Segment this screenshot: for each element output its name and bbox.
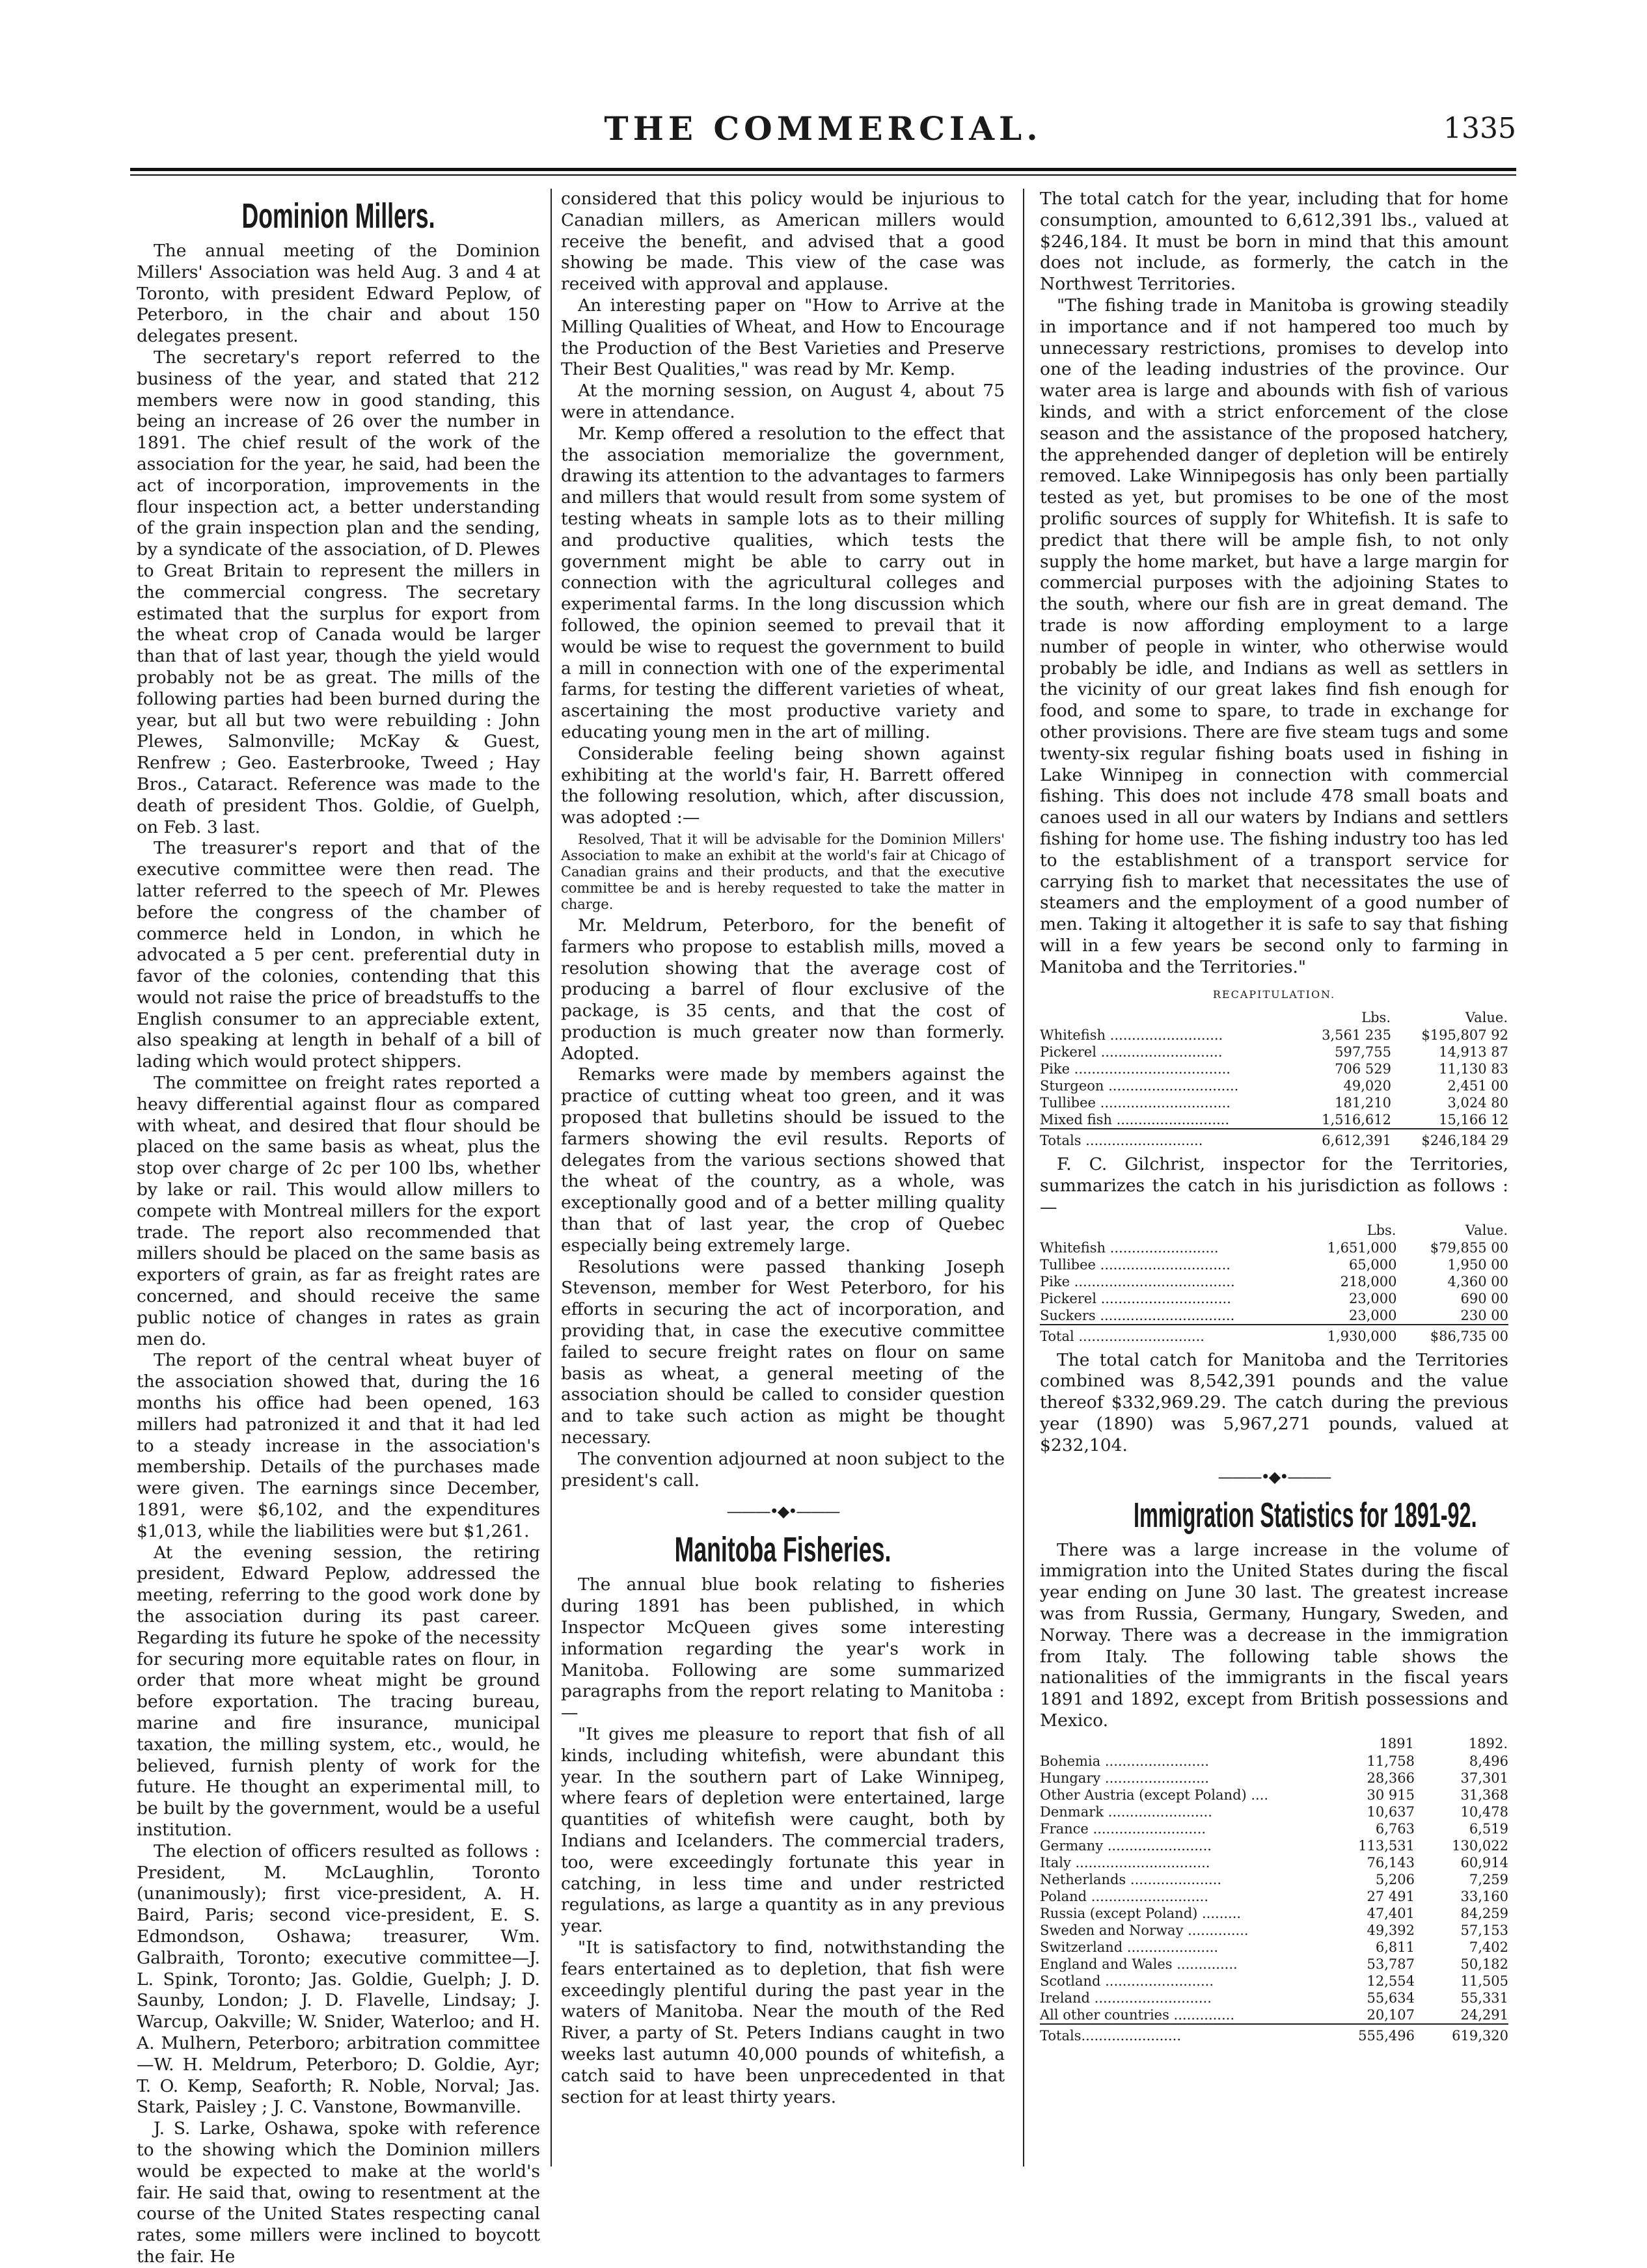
table-header-row	[1040, 1008, 1508, 1027]
table-total-row	[1040, 1129, 1508, 1149]
table-row	[1040, 1060, 1508, 1077]
column-header: Lbs.	[1367, 1222, 1396, 1238]
table-cell: 11,130 83	[1439, 1061, 1508, 1077]
table-row	[1040, 1854, 1508, 1871]
paragraph: "It is satisfactory to find, notwithstanding the fears entertained as to depletion, that fish were exceedingly plentiful during the past year in the waters of Manitoba. Near the mouth of the Red River, a party of St. Peters Indians caught in two weeks last autumn 40,000 pounds of whitefish, a catch said to have been unprecedented in that section for at least thirty years.	[561, 1937, 1005, 2107]
table-cell: 53,787	[1367, 1956, 1415, 1972]
paragraph: The treasurer's report and that of the executive committee were then read. The latter referred to the speech of Mr. Plewes before the congress of the chamber of commerce held in London, in which he advocated a 5 per cent. preferential duty in favor of the colonies, contending that this would not raise the price of breadstuffs to the English consumer to an appreciable extent, also speaking at length in behalf of a bill of lading which would protect shippers.	[137, 838, 540, 1072]
table-row	[1040, 1256, 1508, 1273]
column-rule	[1023, 189, 1024, 2167]
table-row	[1040, 1307, 1508, 1325]
table-cell: 84,259	[1460, 1905, 1508, 1921]
table-cell: Switzerland .....................	[1040, 1939, 1219, 1955]
table-total-row	[1040, 2024, 1508, 2044]
table-cell: Other Austria (except Poland) ....	[1040, 1787, 1269, 1803]
table-cell: Tullibee ..............................	[1040, 1256, 1231, 1273]
paragraph: The committee on freight rates reported a heavy differential against flour as compared with wheat, and desired that flour should be placed on the same basis as wheat, plus the stop over charge of 2c per 100 lbs, whether by lake or rail. This would allow millers to compete with Montreal millers for the export trade. The report also recommended that millers should be placed on the same basis as exporters of grain, as far as freight rates are concerned, and should receive the same public notice of changes in rates as grain men do.	[137, 1073, 540, 1349]
section-divider: ———•◆•———	[1218, 1467, 1331, 1486]
column-header: 1891	[1379, 1735, 1414, 1751]
table-cell: Whitefish ..........................	[1040, 1027, 1223, 1044]
table-cell: 11,758	[1367, 1753, 1415, 1769]
table-cell: 218,000	[1340, 1273, 1397, 1289]
table-cell: 5,206	[1375, 1871, 1415, 1887]
table-cell: 50,182	[1460, 1956, 1508, 1972]
table-row	[1040, 2006, 1508, 2024]
table-cell: 14,913 87	[1439, 1044, 1508, 1060]
table-cell: $79,855 00	[1430, 1239, 1508, 1256]
table-cell: 3,561 235	[1322, 1027, 1391, 1044]
table-row	[1040, 1111, 1508, 1129]
table-row	[1040, 1753, 1508, 1770]
table-caption: RECAPITULATION.	[1212, 988, 1336, 1001]
table-cell: Totals ...........................	[1040, 1129, 1298, 1149]
table-cell: 55,634	[1367, 1990, 1415, 2006]
table-row	[1040, 1094, 1508, 1111]
masthead-rule-thin	[130, 174, 1516, 176]
table-cell: 230 00	[1460, 1307, 1508, 1323]
paragraph: At the evening session, the retiring president, Edward Peplow, addressed the meeting, referring to the good work done by the association during its past career. Regarding its future he spoke of the necessity for securing more equitable rates on flour, in order that more wheat might be ground before exportation. The tracing bureau, marine and fire insurance, municipal taxation, the milling system, etc., would, he believed, furnish plenty of work for the future. He thought an experimental mill, to be built by the government, would be a useful institution.	[137, 1542, 540, 1840]
table-cell: 2,451 00	[1447, 1078, 1508, 1094]
table-cell: 619,320	[1415, 2024, 1508, 2044]
table-row	[1040, 1077, 1508, 1094]
table-cell: 690 00	[1460, 1290, 1508, 1306]
table-cell: England and Wales ..............	[1040, 1956, 1238, 1972]
table-cell: 130,022	[1452, 1837, 1508, 1854]
table-cell: 1,516,612	[1322, 1112, 1391, 1128]
table-cell: 23,000	[1348, 1290, 1397, 1306]
table-cell: 31,368	[1460, 1787, 1508, 1803]
paragraph: The secretary's report referred to the business of the year, and stated that 212 members were now in good standing, this being an increase of 26 over the number in 1891. The chief result of the work of the association for the year, he said, had been the act of incorporation, improvements in the flour inspection act, a better understanding of the grain inspection plan and the sending, by a syndicate of the association, of D. Plewes to Great Britain to represent the millers in the commercial congress. The secretary estimated that the surplus for export from the wheat crop of Canada would be larger than that of last year, though the yield would probably not be as great. The mills of the following parties had been burned during the year, but all but two were rebuilding : John Plewes, Salmonville; McKay & Guest, Renfrew ; Geo. Easterbrooke, Tweed ; Hay Bros., Cataract. Reference was made to the death of president Thos. Goldie, of Guelph, on Feb. 3 last.	[137, 347, 540, 837]
table-cell: 1,651,000	[1327, 1239, 1397, 1256]
table-row	[1040, 1044, 1508, 1060]
table-cell: France ..........................	[1040, 1820, 1206, 1837]
table-cell: 49,020	[1343, 1078, 1391, 1094]
table-row	[1040, 1973, 1508, 1990]
table-row	[1040, 1956, 1508, 1973]
table-cell: 113,531	[1358, 1837, 1415, 1854]
table-cell: Netherlands .....................	[1040, 1871, 1222, 1887]
table-cell: 55,331	[1460, 1990, 1508, 2006]
table-cell: 7,402	[1469, 1939, 1508, 1955]
table-cell: Sweden and Norway ..............	[1040, 1922, 1249, 1938]
table-cell: 47,401	[1367, 1905, 1415, 1921]
table-row	[1040, 1820, 1508, 1837]
table-row	[1040, 1273, 1508, 1290]
paragraph: At the morning session, on August 4, about 75 were in attendance.	[561, 381, 1005, 422]
column-header: 1892.	[1468, 1735, 1508, 1751]
paragraph: "The fishing trade in Manitoba is growing steadily in importance and if not hampered too much by unnecessary restrictions, promises to develop into one of the leading industries of the province. Our water area is large and abounds with fish of various kinds, and with a strict enforcement of the close season and the assistance of the proposed hatchery, the apprehended danger of depletion will be entirely removed. Lake Winnipegosis has only been partially tested as yet, but promises to be one of the most prolific sources of supply for Whitefish. It is safe to predict that there will be ample fish, to not only supply the home market, but have a large margin for commercial purposes with the adjoining States to the south, where our fish are in great demand. The trade is now affording employment to a large number of people in winter, who otherwise would probably be idle, and Indians as well as settlers in the vicinity of our great lakes find fish enough for food, and some to spare, to trade in exchange for other provisions. There are five steam tugs and some twenty-six regular fishing boats used in fishing in Lake Winnipeg in connection with commercial fishing. This does not include 478 small boats and canoes used in all our waters by Indians and settlers fishing for home use. The fishing industry too has led to the establishment of a transport service for carrying fish to market that necessitates the use of steamers and the employment of a good number of men. Taking it altogether it is safe to say that fishing will in a few years be second only to farming in Manitoba and the Territories."	[1040, 295, 1508, 977]
table-row	[1040, 1787, 1508, 1803]
table-cell: Germany ........................	[1040, 1837, 1212, 1854]
table-cell: 706 529	[1335, 1061, 1391, 1077]
table-row	[1040, 1871, 1508, 1888]
table-row	[1040, 1803, 1508, 1820]
article-heading: Dominion Millers.	[241, 196, 435, 236]
paragraph: The total catch for Manitoba and the Territories combined was 8,542,391 pounds and the value thereof $332,969.29. The catch during the previous year (1890) was 5,967,271 pounds, valued at $232,104.	[1040, 1349, 1508, 1455]
paragraph: An interesting paper on "How to Arrive at the Milling Qualities of Wheat, and How to Encourage the Production of the Best Varieties and Preserve Their Best Qualities," was read by Mr. Kemp.	[561, 295, 1005, 380]
masthead-title: THE COMMERCIAL.	[604, 109, 1042, 148]
immigration-table	[1040, 1735, 1508, 2044]
paragraph: considered that this policy would be injurious to Canadian millers, as American millers would receive the benefit, and advised that a good showing be made. This view of the case was received with approval and applause.	[561, 189, 1005, 295]
table-cell: 7,259	[1469, 1871, 1508, 1887]
territories-table	[1040, 1221, 1508, 1345]
table-cell: 1,930,000	[1298, 1325, 1396, 1345]
table-cell: 3,024 80	[1447, 1095, 1508, 1111]
paragraph: There was a large increase in the volume of immigration into the United States during the fiscal year ending on June 30 last. The greatest increase was from Russia, Germany, Hungary, Sweden, and Norway. There was a decrease in the immigration from Italy. The following table shows the nationalities of the immigrants in the fiscal years 1891 and 1892, except from British possessions and Mexico.	[1040, 1539, 1508, 1731]
table-cell: Pike .....................................	[1040, 1273, 1235, 1289]
table-cell: Total .............................	[1040, 1325, 1298, 1345]
table-cell: 12,554	[1367, 1973, 1415, 1989]
table-cell: 33,160	[1460, 1888, 1508, 1904]
table-cell: All other countries ..............	[1040, 2006, 1235, 2023]
table-cell: $86,735 00	[1396, 1325, 1508, 1345]
table-cell: Pickerel ..............................	[1040, 1290, 1231, 1306]
table-cell: Poland ...........................	[1040, 1888, 1209, 1904]
table-cell: Bohemia ........................	[1040, 1753, 1210, 1769]
table-cell: Suckers ...............................	[1040, 1307, 1235, 1323]
table-cell: Sturgeon ..............................	[1040, 1078, 1239, 1094]
table-cell: 6,519	[1469, 1820, 1508, 1837]
table-cell: 1,950 00	[1447, 1256, 1508, 1273]
article-heading: Manitoba Fisheries.	[674, 1530, 892, 1570]
column-2	[561, 189, 1005, 2167]
table-cell: $195,807 92	[1421, 1027, 1508, 1044]
table-cell: 28,366	[1367, 1770, 1415, 1786]
table-total-row	[1040, 1325, 1508, 1345]
table-row	[1040, 1027, 1508, 1044]
table-cell: 30 915	[1367, 1787, 1415, 1803]
table-cell: 10,478	[1460, 1803, 1508, 1820]
resolution-text: Resolved, That it will be advisable for the Dominion Millers' Association to make an exhibit at the world's fair at Chicago of Canadian grains and their products, and that the executive committee be and is hereby requested to take the matter in charge.	[561, 831, 1005, 912]
column-header: Value.	[1465, 1222, 1508, 1238]
paragraph: The election of officers resulted as follows : President, M. McLaughlin, Toronto (unanimously); first vice-president, A. H. Baird, Paris; second vice-president, E. S. Edmondson, Oshawa; treasurer, Wm. Galbraith, Toronto; executive committee—J. L. Spink, Toronto; Jas. Goldie, Guelph; J. D. Saunby, London; J. D. Flavelle, Lindsay; J. Warcup, Oakville; W. Snider, Waterloo; and H. A. Mulhern, Peterboro; arbitration committee—W. H. Meldrum, Peterboro; D. Goldie, Ayr; T. O. Kemp, Seaforth; R. Noble, Norval; Jas. Stark, Paisley ; J. C. Vanstone, Bowmanville.	[137, 1841, 540, 2118]
table-cell: 76,143	[1367, 1854, 1415, 1870]
masthead	[130, 98, 1516, 163]
table-cell: Hungary ........................	[1040, 1770, 1210, 1786]
immigration-table-body	[1040, 1753, 1508, 2024]
table-cell: 555,496	[1321, 2024, 1415, 2044]
table-cell: Whitefish .........................	[1040, 1239, 1219, 1256]
paragraph: Considerable feeling being shown against exhibiting at the world's fair, H. Barrett offered the following resolution, which, after discussion, was adopted :—	[561, 743, 1005, 828]
table-row	[1040, 1939, 1508, 1956]
paragraph: Remarks were made by members against the practice of cutting wheat too green, and it was proposed that bulletins should be issued to the farmers showing the evil results. Reports of delegates from the various sections showed that the wheat of the country, as a whole, was exceptionally good and of a better milling quality than that of last year, the crop of Quebec especially being extremely large.	[561, 1064, 1005, 1256]
paragraph: Mr. Kemp offered a resolution to the effect that the association memorialize the government, drawing its attention to the advantages to farmers and millers that would result from some system of testing wheats in sample lots as to their milling and productive qualities, which tests the government might be able to carry out in connection with the agricultural colleges and experimental farms. In the long discussion which followed, the opinion seemed to prevail that it would be wise to request the government to build a mill in connection with one of the experimental farms, for testing the different varieties of wheat, ascertaining the most productive variety and educating young men in the art of milling.	[561, 423, 1005, 742]
table-cell: 20,107	[1367, 2006, 1415, 2023]
table-cell: Denmark ........................	[1040, 1803, 1212, 1820]
paragraph: The annual blue book relating to fisheries during 1891 has been published, in which Inspector McQueen gives some interesting information regarding the year's work in Manitoba. Following are some summarized paragraphs from the report relating to Manitoba :—	[561, 1574, 1005, 1723]
table-cell: 4,360 00	[1447, 1273, 1508, 1289]
paragraph: The convention adjourned at noon subject to the president's call.	[561, 1448, 1005, 1491]
table-cell: Russia (except Poland) .........	[1040, 1905, 1242, 1921]
table-row	[1040, 1770, 1508, 1787]
table-header-row	[1040, 1735, 1508, 1753]
table-cell: 60,914	[1460, 1854, 1508, 1870]
recap-table	[1040, 1008, 1508, 1149]
article-heading: Immigration Statistics for 1891-92.	[1134, 1495, 1477, 1535]
column-header: Lbs.	[1361, 1010, 1391, 1026]
table-row	[1040, 1905, 1508, 1922]
table-cell: Scotland .........................	[1040, 1973, 1214, 1989]
table-row	[1040, 1888, 1508, 1905]
table-cell: 181,210	[1335, 1095, 1391, 1111]
paragraph: J. S. Larke, Oshawa, spoke with reference to the showing which the Dominion millers would be expected to make at the world's fair. He said that, owing to resentment at the course of the United States respecting canal rates, some millers were inclined to boycott the fair. He	[137, 2118, 540, 2267]
table-cell: Italy ...............................	[1040, 1854, 1210, 1870]
paragraph: "It gives me pleasure to report that fish of all kinds, including whitefish, were abundant this year. In the southern part of Lake Winnipeg, where fears of depletion were entertained, large quantities of whitefish were caught, both by Indians and Icelanders. The commercial traders, too, were exceedingly fortunate this year in catching, in less time and under restricted regulations, as large a quantity as in any previous year.	[561, 1724, 1005, 1937]
table-row	[1040, 1922, 1508, 1939]
table-cell: Mixed fish ..........................	[1040, 1112, 1230, 1128]
table-cell: 57,153	[1460, 1922, 1508, 1938]
paragraph: The annual meeting of the Dominion Millers' Association was held Aug. 3 and 4 at Toronto, with president Edward Peplow, of Peterboro, in the chair and about 150 delegates present.	[137, 241, 540, 347]
table-row	[1040, 1990, 1508, 2006]
recap-table-body	[1040, 1027, 1508, 1129]
column-3	[1040, 189, 1508, 2167]
table-cell: 10,637	[1367, 1803, 1415, 1820]
table-cell: 24,291	[1460, 2006, 1508, 2023]
column-header: Value.	[1465, 1010, 1508, 1026]
paragraph: Resolutions were passed thanking Joseph Stevenson, member for West Peterboro, for his efforts in securing the act of incorporation, and providing that, in case the executive committee failed to secure freight rates on flour on same basis as wheat, a general meeting of the association should be called to consider question and to take such action as might be thought necessary.	[561, 1256, 1005, 1448]
table-row	[1040, 1239, 1508, 1256]
table-cell: $246,184 29	[1391, 1129, 1508, 1149]
table-cell: Ireland ...........................	[1040, 1990, 1212, 2006]
table-cell: Pickerel ............................	[1040, 1044, 1223, 1060]
masthead-rule	[130, 168, 1516, 171]
table-cell: 11,505	[1460, 1973, 1508, 1989]
paragraph: The report of the central wheat buyer of the association showed that, during the 16 months his office had been opened, 163 millers had patronized it and that it had led to a steady increase in the association's membership. Details of the purchases made were given. The earnings since December, 1891, were $6,102, and the expenditures $1,013, while the liabilities were but $1,261.	[137, 1350, 540, 1541]
paragraph: The total catch for the year, including that for home consumption, amounted to 6,612,391 lbs., valued at $246,184. It must be born in mind that this amount does not include, as formerly, the catch in the Northwest Territories.	[1040, 189, 1508, 295]
table-cell: 597,755	[1335, 1044, 1391, 1060]
table-cell: 27 491	[1367, 1888, 1415, 1904]
table-cell: Tullibee ..............................	[1040, 1095, 1231, 1111]
table-cell: 8,496	[1469, 1753, 1508, 1769]
table-cell: 49,392	[1367, 1922, 1415, 1938]
table-cell: Totals.......................	[1040, 2024, 1321, 2044]
table-row	[1040, 1837, 1508, 1854]
territories-table-body	[1040, 1239, 1508, 1325]
table-cell: 65,000	[1348, 1256, 1397, 1273]
column-rule	[551, 189, 552, 2167]
table-cell: 6,811	[1375, 1939, 1415, 1955]
page-number: 1335	[1443, 112, 1516, 145]
table-cell: Pike ....................................	[1040, 1061, 1231, 1077]
table-cell: 6,763	[1375, 1820, 1415, 1837]
table-header-row	[1040, 1221, 1508, 1239]
paragraph: F. C. Gilchrist, inspector for the Territories, summarizes the catch in his jurisdiction as follows :—	[1040, 1154, 1508, 1217]
table-cell: 37,301	[1460, 1770, 1508, 1786]
column-1	[137, 189, 540, 2267]
table-cell: 23,000	[1348, 1307, 1397, 1323]
table-cell: 15,166 12	[1439, 1112, 1508, 1128]
table-row	[1040, 1290, 1508, 1307]
table-cell: 6,612,391	[1298, 1129, 1391, 1149]
section-divider: ———•◆•———	[726, 1502, 839, 1521]
paragraph: Mr. Meldrum, Peterboro, for the benefit of farmers who propose to establish mills, moved a resolution showing that the average cost of producing a barrel of flour exclusive of the package, is 35 cents, and that the cost of production is much greater now than formerly. Adopted.	[561, 915, 1005, 1064]
